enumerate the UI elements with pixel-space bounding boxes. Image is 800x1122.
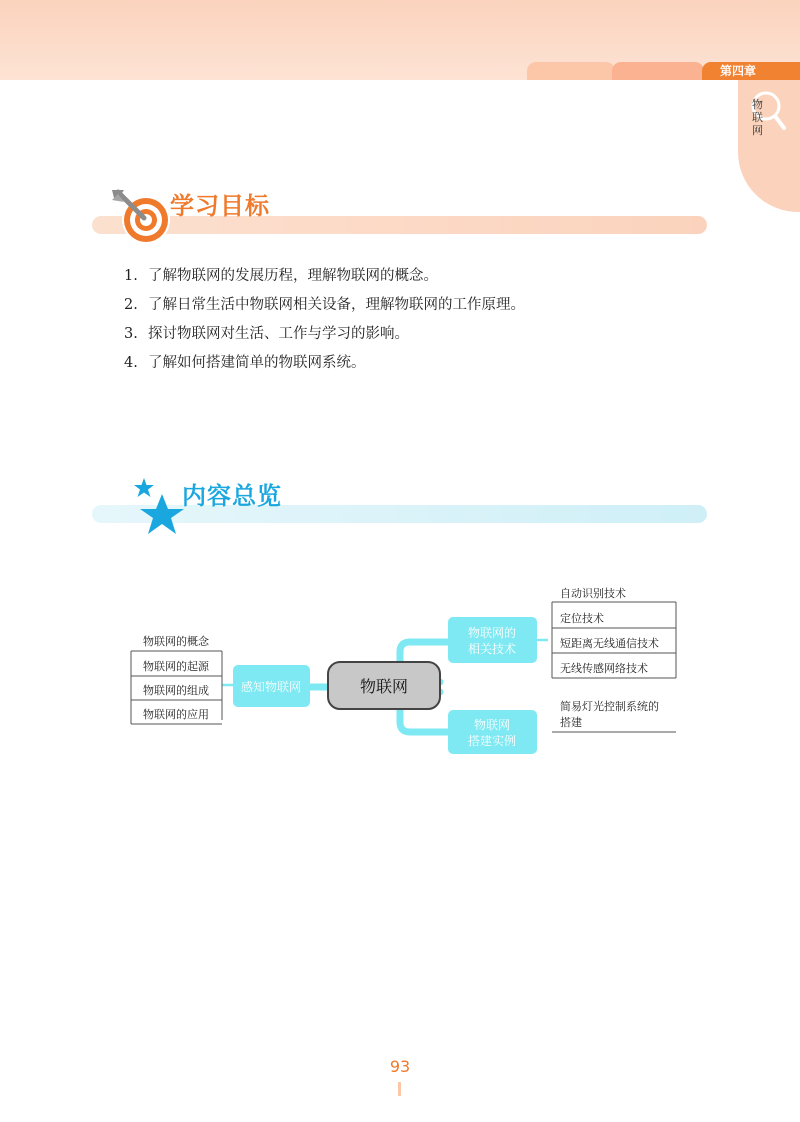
page-number-tick [398,1082,401,1096]
side-title: 物联网 [752,98,763,137]
header-tab-decoration [527,62,615,80]
list-item: 2. 了解日常生活中物联网相关设备，理解物联网的工作原理。 [124,297,525,313]
node-label: 物联网 [473,718,511,732]
leaf-label: 物联网的概念 [143,635,209,648]
node-label: 相关技术 [467,642,517,656]
leaf-label: 短距离无线通信技术 [560,637,659,650]
mindmap-diagram [0,560,800,770]
leaf-label: 自动识别技术 [560,587,626,600]
leaf-label: 定位技术 [560,612,604,625]
list-item: 1. 了解物联网的发展历程，理解物联网的概念。 [124,268,438,284]
node-label: 感知物联网 [240,680,302,694]
section-title-goals: 学习目标 [170,192,270,220]
target-icon [108,186,172,248]
node-label: 物联网的 [467,626,517,640]
list-item: 4. 了解如何搭建简单的物联网系统。 [124,355,366,371]
leaf-label: 物联网的起源 [143,660,209,673]
list-item: 3. 探讨物联网对生活、工作与学习的影响。 [124,326,409,342]
leaf-label: 简易灯光控制系统的 [560,700,659,713]
leaf-label: 物联网的组成 [143,684,209,697]
node-related-tech [448,617,537,663]
goals-list [124,262,525,378]
node-label: 搭建实例 [467,734,517,748]
leaf-label: 物联网的应用 [143,708,209,721]
center-node-label: 物联网 [359,677,409,696]
chapter-label: 第四章 [702,62,800,80]
header-tab-decoration [612,62,704,80]
star-icon [130,476,190,542]
leaf-label: 搭建 [560,716,582,729]
page-number: 93 [389,1057,411,1076]
leaf-label: 无线传感网络技术 [560,662,648,675]
section-title-overview: 内容总览 [182,482,282,510]
